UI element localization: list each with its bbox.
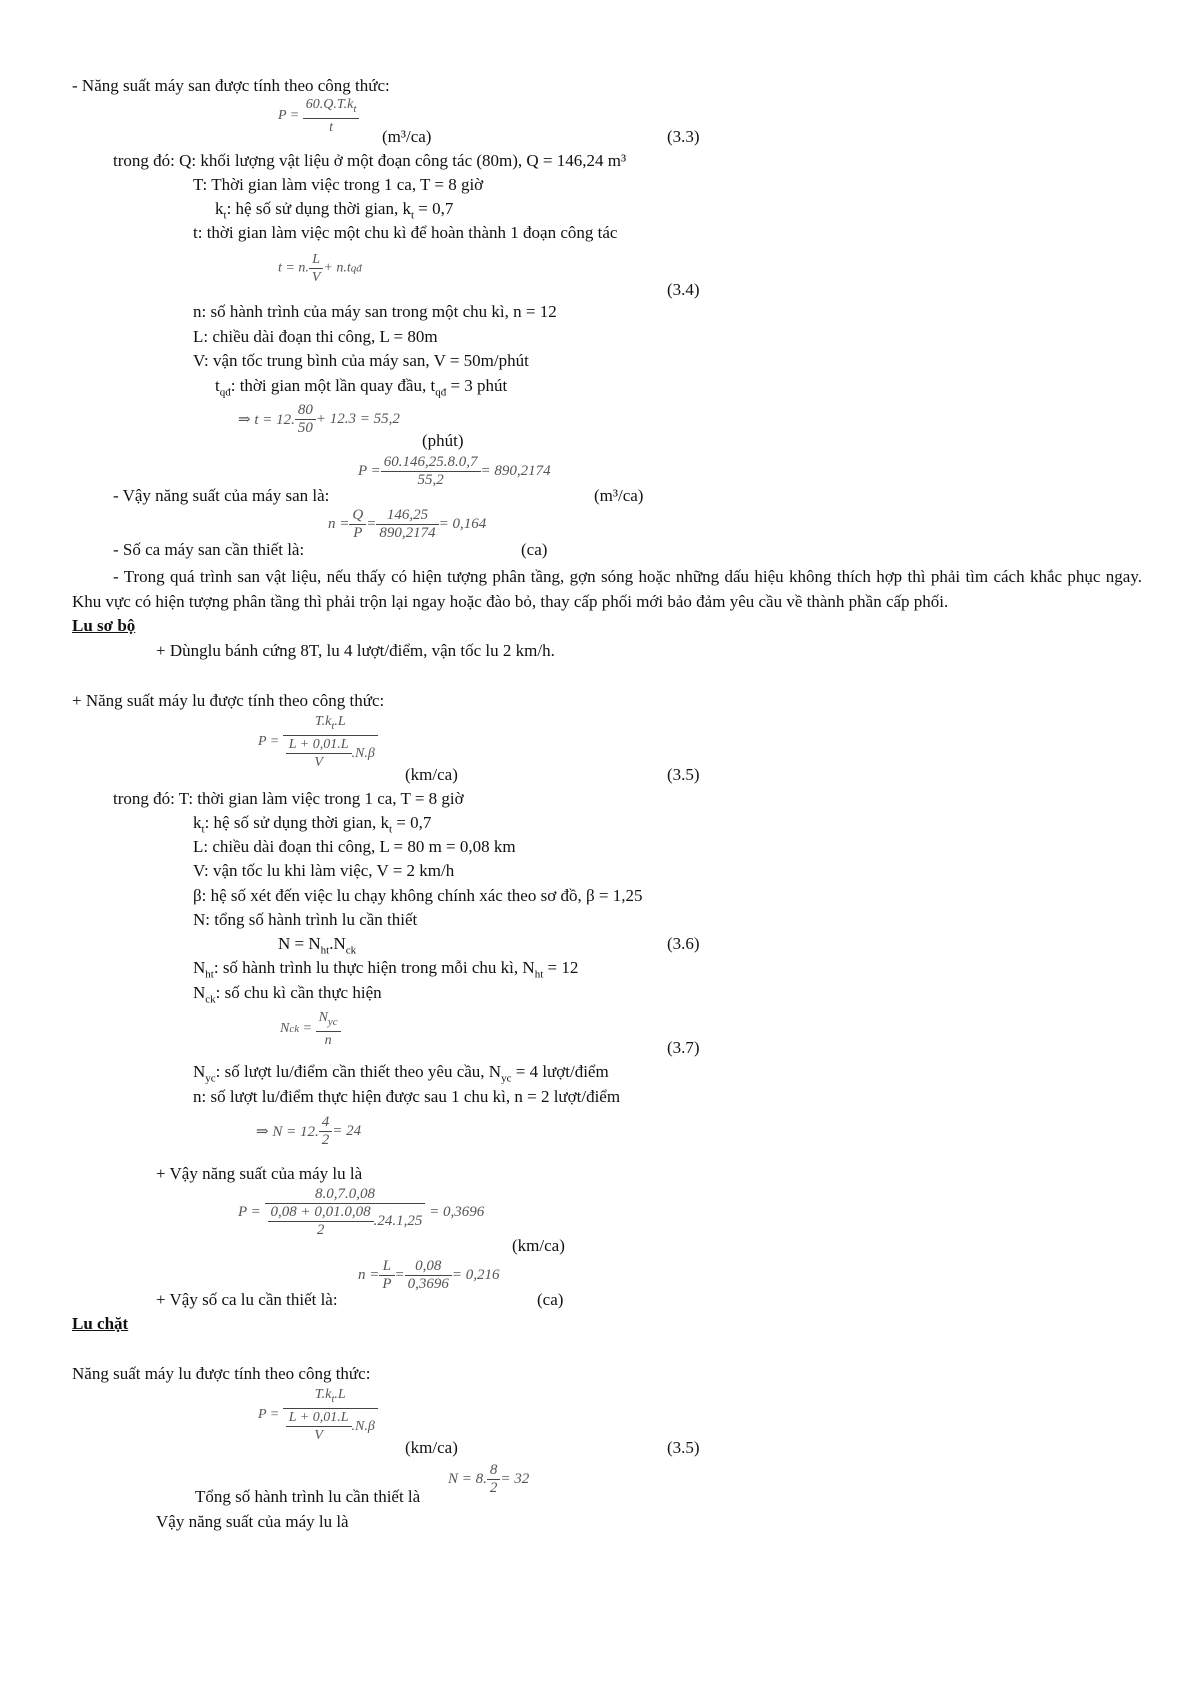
formula-3-5-b: P = $T.k_t.L$ $\frac{L + 0,01.L}{V}$ .N.β [258,1386,378,1444]
lu-def-T: trong đó: T: thời gian làm việc trong 1 ca, T = 8 giờ [113,789,464,808]
calc-n-san-unit: (ca) [521,540,548,559]
lu-n-label: + Vậy số ca lu cần thiết là: [156,1290,338,1309]
calc-N-lu-chat: N = 8. $\frac{8}{2}$ = 32 [448,1462,530,1496]
def-tqd: $t_{qđ}$: thời gian một lần quay đầu, $t_{qđ} = 3$ phút [215,376,508,399]
formula-3-5-b-ref: (3.5) [667,1438,700,1457]
heading-lu-so-bo: Lu sơ bộ [72,616,136,635]
calc-N-lu: ⇒ N = 12. $\frac{4}{2}$ = 24 [256,1114,362,1148]
lu-def-n: n: số lượt lu/điểm thực hiện được sau 1 chu kì, n = 2 lượt/điểm [193,1087,621,1106]
def-L: L: chiều dài đoạn thi công, L = 80m [193,327,438,346]
calc-n-lu: n = $\frac{L}{P}$ = $\frac{0,08}{0,3696}$ = 0,216 [358,1258,500,1292]
calc-P-san-unit: (m³/ca) [594,486,644,505]
def-Q: trong đó: Q: khối lượng vật liệu ở một đoạn công tác (80m), Q = 146,24 m³ [113,151,627,170]
lu-def-L: L: chiều dài đoạn thi công, L = 80 m = 0,08 km [193,837,516,856]
lu-chat-intro: Năng suất máy lu được tính theo công thức: [72,1364,371,1383]
lu-def-Nyc: $N_{yc}$: số lượt lu/điểm cần thiết theo yêu cầu, $N_{yc} = 4$ lượt/điểm [193,1062,609,1085]
formula-3-7-ref: (3.7) [667,1038,700,1057]
lu-chat-P-label: Vậy năng suất của máy lu là [156,1512,349,1531]
lu-def-Nht: $N_{ht}$: số hành trình lu thực hiện trong mỗi chu kì, $N_{ht} = 12$ [193,958,579,981]
formula-3-4: t = n. $\frac{L}{V}$ + n.tqđ [278,252,362,285]
san-intro: - Năng suất máy san được tính theo công thức: [72,76,390,95]
formula-3-5-a-unit: (km/ca) [405,765,458,784]
calc-P-lu-unit: (km/ca) [512,1236,565,1255]
san-paragraph: - Trong quá trình san vật liệu, nếu thấy có hiện tượng phân tầng, gợn sóng hoặc những dấu hiệu không thích hợp thì phải tìm cách khắc phục ngay. Khu vực có hiện tượng phân tầng thì phải trộn lại ngay hoặc đào bỏ, thay cấp phối mới bảo đảm yêu cầu về thành phần cấp phối. [72,567,1142,611]
lu-def-kt: $k_t$: hệ số sử dụng thời gian, $k_t = 0,7$ [193,813,432,836]
calc-n-san: n = $\frac{Q}{P}$ = $\frac{146,25}{890,2174}$ = 0,164 [328,507,487,541]
calc-t-unit: (phút) [422,431,464,450]
san-n-label: - Số ca máy san cần thiết là: [113,540,305,559]
formula-3-6-ref: (3.6) [667,934,700,953]
lu-def-V: V: vận tốc lu khi làm việc, V = 2 km/h [193,861,455,880]
lu-def-Nck: $N_{ck}$: số chu kì cần thực hiện [193,983,382,1006]
lu-chat-N-label: Tổng số hành trình lu cần thiết là [195,1487,421,1506]
formula-3-3-unit: (m³/ca) [382,127,432,146]
san-P-label: - Vậy năng suất của máy san là: [113,486,330,505]
lu-def-beta: β: hệ số xét đến việc lu chạy không chính xác theo sơ đồ, β = 1,25 [193,886,643,905]
formula-3-6: $N = N_{ht}.N_{ck}$ [278,934,357,957]
calc-P-san: P = $\frac{60.146,25.8.0,7}{55,2}$ = 890,2174 [358,454,551,488]
lu-def-N: N: tổng số hành trình lu cần thiết [193,910,418,929]
formula-3-3: P = $\frac{60.Q.T.k_t}{t}$ [278,96,359,136]
formula-3-5-a-ref: (3.5) [667,765,700,784]
calc-t: ⇒ t = 12. $\frac{80}{50}$ + 12.3 = 55,2 [238,402,400,436]
lu-so-bo-use: + Dùnglu bánh cứng 8T, lu 4 lượt/điểm, vận tốc lu 2 km/h. [156,641,555,660]
heading-lu-chat: Lu chặt [72,1314,129,1333]
def-kt: $k_t$: hệ số sử dụng thời gian, $k_t = 0,7$ [215,199,454,222]
def-V: V: vận tốc trung bình của máy san, V = 50m/phút [193,351,529,370]
lu-so-bo-intro: + Năng suất máy lu được tính theo công thức: [72,691,385,710]
lu-P-label: + Vậy năng suất của máy lu là [156,1164,363,1183]
formula-3-5-a: P = $T.k_t.L$ $\frac{L + 0,01.L}{V}$ .N.β [258,713,378,771]
calc-n-lu-unit: (ca) [537,1290,564,1309]
formula-3-3-ref: (3.3) [667,127,700,146]
formula-3-5-b-unit: (km/ca) [405,1438,458,1457]
def-T: T: Thời gian làm việc trong 1 ca, T = 8 giờ [193,175,484,194]
def-t: t: thời gian làm việc một chu kì để hoàn thành 1 đoạn công tác [193,223,618,242]
def-n: n: số hành trình của máy san trong một chu kì, n = 12 [193,302,557,321]
calc-P-lu: P = 8.0,7.0,08 $\frac{0,08 + 0,01.0,08}{2}$ .24.1,25 = 0,3696 [238,1186,485,1238]
formula-3-4-ref: (3.4) [667,280,700,299]
formula-3-7: Nck = $N_{yc}$ n [280,1009,341,1049]
